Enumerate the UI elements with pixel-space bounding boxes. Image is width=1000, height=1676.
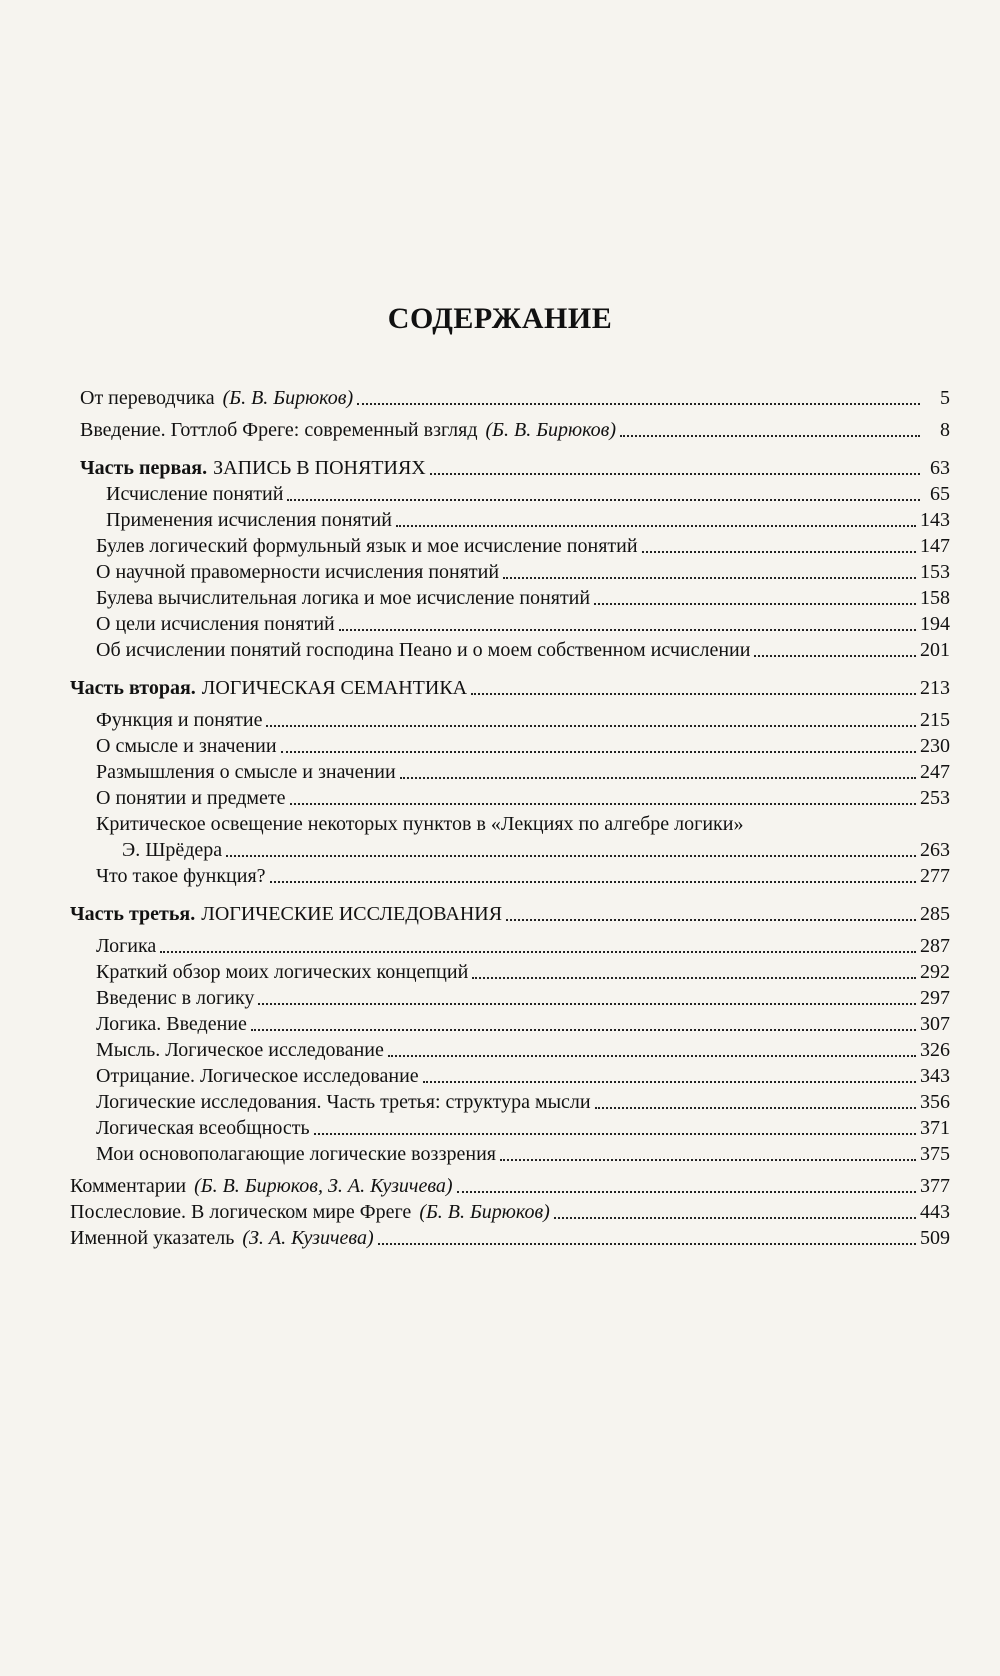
toc-entry[interactable] [70,1115,950,1141]
page-title: СОДЕРЖАНИЕ [387,302,613,335]
entry-page: 307 [920,1013,950,1035]
entry-title: Мысль. Логическое исследование [96,1039,384,1061]
toc-entry[interactable] [70,585,950,611]
dot-leader [620,435,920,437]
entry-page: 194 [920,613,950,635]
entry-author: (Б. В. Бирюков) [419,1201,550,1223]
dot-leader [251,1029,916,1031]
part-heading[interactable] [70,675,950,701]
entry-title: Что такое функция? [96,865,266,887]
entry-title: Отрицание. Логическое исследование [96,1065,419,1087]
dot-leader [281,751,916,753]
entry-page: 375 [920,1143,950,1165]
entry-page: 253 [920,787,950,809]
entry-page: 356 [920,1091,950,1113]
entry-title: Булева вычислительная логика и мое исчисление понятий [96,587,591,609]
entry-title: Функция и понятие [96,709,263,731]
dot-leader [266,725,916,727]
entry-title-continued: Э. Шрёдера [122,839,223,861]
dot-leader [270,881,916,883]
toc-entry[interactable] [70,637,950,663]
toc-entry[interactable] [70,1063,950,1089]
toc-entry[interactable] [70,759,950,785]
entry-title: Логика [96,935,157,957]
dot-leader [287,499,920,501]
entry-page: 263 [920,839,950,861]
entry-page: 377 [920,1175,950,1197]
part-heading[interactable] [70,901,950,927]
entry-page: 277 [920,865,950,887]
toc-entry[interactable] [70,1173,950,1199]
dot-leader [594,603,916,605]
toc-entry[interactable] [70,733,950,759]
dot-leader [290,803,916,805]
toc-entry[interactable] [70,1089,950,1115]
dot-leader [642,551,916,553]
dot-leader [388,1055,916,1057]
toc-entry[interactable] [70,385,950,411]
part-label: Часть первая. [80,457,208,479]
part-two [70,675,950,889]
entry-title: Логическая всеобщность [96,1117,310,1139]
entry-page: 201 [920,639,950,661]
entry-title: Исчисление понятий [106,483,284,505]
toc-entry[interactable] [70,837,950,863]
dot-leader [378,1243,916,1245]
entry-page: 371 [920,1117,950,1139]
entry-title: Логические исследования. Часть третья: структура мысли [96,1091,591,1113]
part-page: 213 [920,677,950,699]
entry-title: Комментарии [70,1175,187,1197]
entry-page: 292 [920,961,950,983]
dot-leader [506,919,916,921]
entry-title: О смысле и значении [96,735,277,757]
entry-title: О понятии и предмете [96,787,286,809]
entry-page: 230 [920,735,950,757]
toc-entry[interactable] [70,481,950,507]
toc-entry[interactable] [70,707,950,733]
entry-page: 147 [920,535,950,557]
dot-leader [400,777,916,779]
toc-entry[interactable] [70,417,950,443]
entry-author: (З. А. Кузичева) [242,1227,374,1249]
entry-title: Об исчислении понятий господина Пеано и о моем собственном исчислении [96,639,751,661]
entry-title: Введение. Готтлоб Фреге: современный взгляд [80,419,478,441]
dot-leader [160,951,916,953]
part-title: ЛОГИЧЕСКИЕ ИССЛЕДОВАНИЯ [201,903,503,925]
dot-leader [258,1003,916,1005]
entry-title: Именной указатель [70,1227,235,1249]
entry-title: Послесловие. В логическом мире Фреге [70,1201,412,1223]
toc-entry[interactable] [70,863,950,889]
entry-page: 5 [940,387,950,409]
entry-page: 247 [920,761,950,783]
entry-page: 287 [920,935,950,957]
toc-entry[interactable] [70,507,950,533]
toc-entry[interactable] [70,1141,950,1167]
toc-entry[interactable] [70,1011,950,1037]
toc-entry[interactable] [70,611,950,637]
entry-author: (Б. В. Бирюков, З. А. Кузичева) [194,1175,453,1197]
dot-leader [339,629,916,631]
part-page: 63 [930,457,950,479]
dot-leader [754,655,916,657]
entry-title: Применения исчисления понятий [106,509,392,531]
entry-title: От переводчика [80,387,215,409]
entry-page: 8 [940,419,950,441]
entry-title: Логика. Введение [96,1013,247,1035]
entry-title: Введенис в логику [96,987,255,1009]
entry-title: О научной правомерности исчисления понятий [96,561,500,583]
dot-leader [423,1081,916,1083]
toc-entry[interactable] [70,1199,950,1225]
toc-entry[interactable] [70,533,950,559]
entry-page: 153 [920,561,950,583]
entry-title: О цели исчисления понятий [96,613,335,635]
part-one [70,455,950,663]
part-page: 285 [920,903,950,925]
entry-author: (Б. В. Бирюков) [485,419,617,441]
part-label: Часть вторая. [70,677,196,699]
table-of-contents [70,385,950,1251]
entry-page: 443 [920,1201,950,1223]
entry-page: 215 [920,709,950,731]
part-heading[interactable] [70,455,950,481]
dot-leader [595,1107,916,1109]
dot-leader [554,1217,916,1219]
part-title: ЛОГИЧЕСКАЯ СЕМАНТИКА [201,677,468,699]
entry-page: 509 [920,1227,950,1249]
toc-entry[interactable] [70,959,950,985]
dot-leader [457,1191,916,1193]
entry-title: Мои основополагающие логические воззрения [96,1143,496,1165]
entry-page: 65 [930,483,950,505]
dot-leader [500,1159,916,1161]
dot-leader [226,855,916,857]
entry-page: 326 [920,1039,950,1061]
dot-leader [314,1133,916,1135]
part-label: Часть третья. [70,903,196,925]
toc-entry[interactable] [70,933,950,959]
entry-author: (Б. В. Бирюков) [222,387,354,409]
dot-leader [472,977,916,979]
entry-title: Краткий обзор моих логических концепций [96,961,469,983]
dot-leader [357,403,920,405]
toc-entry[interactable] [70,559,950,585]
part-three [70,901,950,1167]
toc-entry[interactable] [70,985,950,1011]
dot-leader [430,473,920,475]
toc-entry[interactable] [70,785,950,811]
entry-page: 143 [920,509,950,531]
toc-entry[interactable] [70,1037,950,1063]
entry-page: 158 [920,587,950,609]
toc-entry[interactable] [70,1225,950,1251]
part-title: ЗАПИСЬ В ПОНЯТИЯХ [213,457,426,479]
entry-page: 343 [920,1065,950,1087]
dot-leader [503,577,916,579]
toc-entry-multiline-title[interactable]: Критическое освещение некоторых пунктов в «Лекциях по алгебре логики» [96,813,744,835]
dot-leader [471,693,916,695]
entry-page: 297 [920,987,950,1009]
entry-title: Булев логический формульный язык и мое исчисление понятий [96,535,638,557]
dot-leader [396,525,916,527]
entry-title: Размышления о смысле и значении [96,761,396,783]
